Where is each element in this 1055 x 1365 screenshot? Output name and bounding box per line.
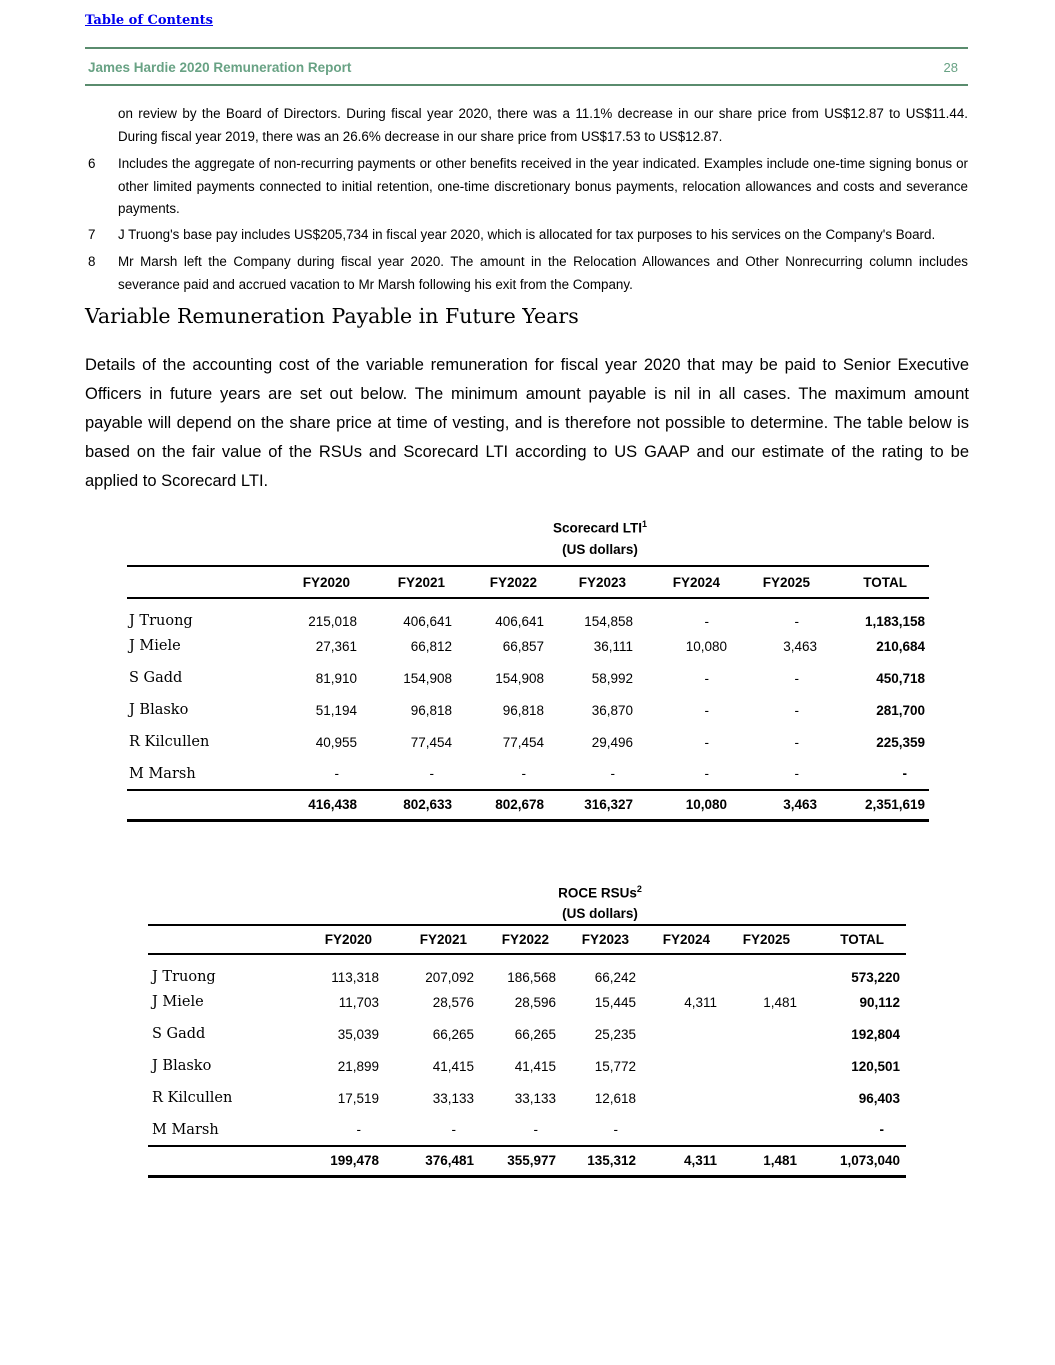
cell-value: - — [704, 670, 709, 686]
cell-value: 36,870 — [591, 702, 633, 718]
cell-value: 96,818 — [502, 702, 544, 718]
cell-value: 33,133 — [514, 1090, 556, 1106]
cell-value — [717, 1050, 797, 1082]
cell-value: 186,568 — [507, 969, 556, 985]
cell-value: 66,265 — [514, 1026, 556, 1042]
cell-value: 12,618 — [594, 1090, 636, 1106]
footnote-number: 7 — [88, 227, 96, 242]
cell-value: 27,361 — [315, 638, 357, 654]
cell-value — [636, 1018, 717, 1050]
row-label: J Truong — [129, 613, 193, 629]
cell-value: 96,818 — [410, 702, 452, 718]
cell-value: - — [794, 670, 799, 686]
cell-value: 35,039 — [337, 1026, 379, 1042]
cell-value: - — [879, 1122, 884, 1137]
column-header: FY2020 — [302, 574, 350, 590]
column-header: FY2020 — [324, 932, 372, 947]
cell-value: 81,910 — [315, 670, 357, 686]
cell-value — [636, 1082, 717, 1114]
footnote-text: J Truong's base pay includes US$205,734 in fiscal year 2020, which is allocated for tax purposes to his services on the Company's Board. — [118, 227, 936, 242]
report-title: James Hardie 2020 Remuneration Report — [88, 59, 352, 75]
cell-value — [717, 1114, 797, 1146]
table-header-row — [127, 566, 929, 598]
cell-value: 225,359 — [876, 734, 925, 750]
page-number: 28 — [943, 59, 958, 75]
cell-value: 77,454 — [410, 734, 452, 750]
cell-value: 207,092 — [425, 969, 474, 985]
cell-value: 15,445 — [594, 994, 636, 1010]
cell-value: 96,403 — [858, 1090, 900, 1106]
cell-value — [717, 1082, 797, 1114]
scorecard-lti-table-title — [553, 519, 647, 536]
cell-value: 15,772 — [594, 1058, 636, 1074]
cell-value: 215,018 — [308, 613, 357, 629]
cell-value: 113,318 — [331, 969, 379, 985]
cell-value — [636, 954, 717, 986]
total-value: 802,678 — [495, 797, 544, 813]
cell-value: 28,576 — [432, 994, 474, 1010]
row-label: M Marsh — [129, 765, 196, 782]
column-header: TOTAL — [863, 574, 907, 590]
cell-value: 210,684 — [876, 638, 925, 654]
cell-value: - — [356, 1122, 361, 1137]
table-row — [127, 726, 929, 758]
footnote-number: 6 — [88, 156, 96, 171]
cell-value — [636, 1050, 717, 1082]
row-label: J Truong — [152, 969, 216, 985]
cell-value: - — [451, 1122, 456, 1137]
table-row — [148, 1050, 906, 1082]
total-value: 10,080 — [685, 797, 727, 813]
cell-value: 77,454 — [502, 734, 544, 750]
cell-value: - — [902, 766, 907, 781]
total-value: 416,438 — [308, 797, 357, 813]
cell-value: 192,804 — [851, 1026, 900, 1042]
cell-value: - — [794, 613, 799, 629]
total-value: 3,463 — [783, 797, 817, 813]
row-label: J Miele — [129, 638, 181, 654]
cell-value: - — [704, 613, 709, 629]
cell-value — [717, 1018, 797, 1050]
scorecard-lti-table — [127, 565, 929, 822]
table-row — [127, 630, 929, 662]
table-title-text: Scorecard LTI — [552, 520, 643, 536]
row-label: R Kilcullen — [129, 734, 210, 750]
footnote-number: 8 — [88, 254, 96, 269]
column-header: FY2022 — [489, 574, 537, 590]
cell-value: - — [794, 702, 799, 718]
table-title-text: ROCE RSUs — [558, 885, 637, 901]
cell-value — [636, 1114, 717, 1146]
cell-value: 51,194 — [315, 702, 357, 718]
column-header-empty — [127, 566, 264, 598]
footnote-marker: 1 — [642, 519, 648, 529]
total-value: 135,312 — [587, 1153, 636, 1169]
section-paragraph: Details of the accounting cost of the variable remuneration for fiscal year 2020 that may be paid to Senior Executive Officers in future years are set out below. The minimum amount payable is nil in all cases. The maximum amount payable will depend on the share price at time of vesting, and is therefore not possible to determine. The table below is based on the fair value of the RSUs and Scorecard LTI according to US GAAP and our estimate of the rating to be applied to Scorecard LTI. — [85, 356, 969, 490]
table-row — [127, 758, 929, 790]
table-row — [148, 1114, 906, 1146]
column-header: FY2025 — [762, 574, 810, 590]
cell-value: 154,908 — [495, 670, 544, 686]
roce-rsus-table-title — [558, 884, 642, 901]
column-header: FY2024 — [672, 574, 720, 590]
cell-value: 66,265 — [432, 1026, 474, 1042]
total-value: 199,478 — [330, 1153, 379, 1169]
cell-value: 41,415 — [432, 1058, 474, 1074]
cell-value: 573,220 — [851, 969, 900, 985]
table-row — [148, 1018, 906, 1050]
scorecard-lti-table-subtitle: (US dollars) — [562, 542, 638, 557]
cell-value: 281,700 — [876, 702, 925, 718]
total-row-empty — [127, 790, 264, 820]
row-label: S Gadd — [152, 1026, 206, 1042]
cell-value: 406,641 — [495, 613, 544, 629]
total-value: 4,311 — [683, 1153, 717, 1169]
footnote-8 — [88, 251, 968, 296]
table-header-row — [148, 925, 906, 954]
total-value: 1,481 — [763, 1153, 797, 1169]
cell-value: 66,857 — [502, 638, 544, 654]
cell-value: 120,501 — [851, 1058, 900, 1074]
footnote-continuation-paragraph: on review by the Board of Directors. During fiscal year 2020, there was a 11.1% decrease in our share price from US$12.87 to US$11.44. During fiscal year 2019, there was an 26.6% decrease in our share price from US$17.53 to US$12.87. — [118, 106, 968, 144]
total-value: 355,977 — [507, 1153, 556, 1169]
cell-value: 25,235 — [594, 1026, 636, 1042]
cell-value: - — [429, 766, 434, 781]
cell-value: 1,183,158 — [864, 613, 925, 629]
cell-value: 154,908 — [403, 670, 452, 686]
row-label: J Blasko — [152, 1058, 212, 1074]
cell-value: 3,463 — [783, 638, 817, 654]
row-label: J Miele — [152, 994, 204, 1010]
footnote-6 — [88, 153, 968, 221]
cell-value: 66,812 — [410, 638, 452, 654]
table-row — [148, 954, 906, 986]
cell-value: - — [521, 766, 526, 781]
footnote-marker: 2 — [636, 884, 642, 894]
cell-value: 36,111 — [593, 638, 633, 654]
cell-value: 33,133 — [432, 1090, 474, 1106]
document-header — [85, 55, 968, 79]
row-label: S Gadd — [129, 670, 183, 686]
total-row-empty — [148, 1146, 288, 1176]
cell-value: 450,718 — [876, 670, 925, 686]
total-value: 376,481 — [425, 1153, 474, 1169]
column-header-empty — [148, 925, 288, 954]
table-row — [148, 1082, 906, 1114]
column-header: FY2025 — [742, 932, 790, 947]
column-header: FY2021 — [397, 574, 445, 590]
cell-value: 11,703 — [338, 994, 379, 1010]
total-value: 1,073,040 — [839, 1153, 900, 1169]
cell-value: 29,496 — [591, 734, 633, 750]
row-label: J Blasko — [129, 702, 189, 718]
section-heading: Variable Remuneration Payable in Future Years — [85, 304, 579, 328]
table-total-row — [148, 1146, 906, 1176]
column-header: FY2023 — [581, 932, 629, 947]
cell-value: 21,899 — [337, 1058, 379, 1074]
cell-value: 406,641 — [403, 613, 452, 629]
row-label: R Kilcullen — [152, 1090, 233, 1106]
table-total-row — [127, 790, 929, 820]
cell-value: 28,596 — [514, 994, 556, 1010]
footnote-text: Includes the aggregate of non-recurring payments or other benefits received in the year indicated. Examples include one-time signing bonus or other limited payments connected to initial retention, one-time discretionary bonus payments, relocation allowances and costs and severance payments. — [118, 156, 968, 216]
column-header: FY2021 — [419, 932, 467, 947]
table-row — [127, 598, 929, 630]
table-row — [127, 694, 929, 726]
cell-value: 58,992 — [591, 670, 633, 686]
table-of-contents-link[interactable]: Table of Contents — [85, 13, 213, 28]
cell-value: 41,415 — [514, 1058, 556, 1074]
cell-value: 17,519 — [337, 1090, 379, 1106]
cell-value: - — [610, 766, 615, 781]
footnote-text: Mr Marsh left the Company during fiscal year 2020. The amount in the Relocation Allowances and Other Nonrecurring column includes severance paid and accrued vacation to Mr Marsh following his exit from the Company. — [118, 254, 968, 292]
total-value: 2,351,619 — [864, 797, 925, 813]
cell-value — [717, 954, 797, 986]
footnote-7 — [88, 224, 968, 247]
cell-value: 90,112 — [859, 994, 900, 1010]
cell-value: - — [704, 702, 709, 718]
cell-value: - — [704, 734, 709, 750]
cell-value: - — [334, 766, 339, 781]
header-rule-top — [85, 47, 968, 49]
cell-value: - — [794, 766, 799, 781]
total-value: 316,327 — [584, 797, 633, 813]
cell-value: - — [794, 734, 799, 750]
column-header: TOTAL — [840, 932, 884, 947]
table-row — [148, 986, 906, 1018]
table-row — [127, 662, 929, 694]
cell-value: 10,080 — [685, 638, 727, 654]
row-label: M Marsh — [152, 1121, 219, 1138]
header-rule-bottom — [85, 84, 968, 86]
cell-value: 154,858 — [584, 613, 633, 629]
roce-rsus-table-subtitle: (US dollars) — [562, 906, 638, 921]
cell-value: - — [613, 1122, 618, 1137]
cell-value: - — [704, 766, 709, 781]
cell-value: 1,481 — [763, 994, 797, 1010]
column-header: FY2024 — [662, 932, 710, 947]
total-value: 802,633 — [403, 797, 452, 813]
cell-value: - — [533, 1122, 538, 1137]
cell-value: 40,955 — [315, 734, 357, 750]
roce-rsus-table — [148, 924, 906, 1178]
cell-value: 4,311 — [684, 994, 717, 1010]
cell-value: 66,242 — [594, 969, 636, 985]
column-header: FY2022 — [501, 932, 549, 947]
column-header: FY2023 — [578, 574, 626, 590]
